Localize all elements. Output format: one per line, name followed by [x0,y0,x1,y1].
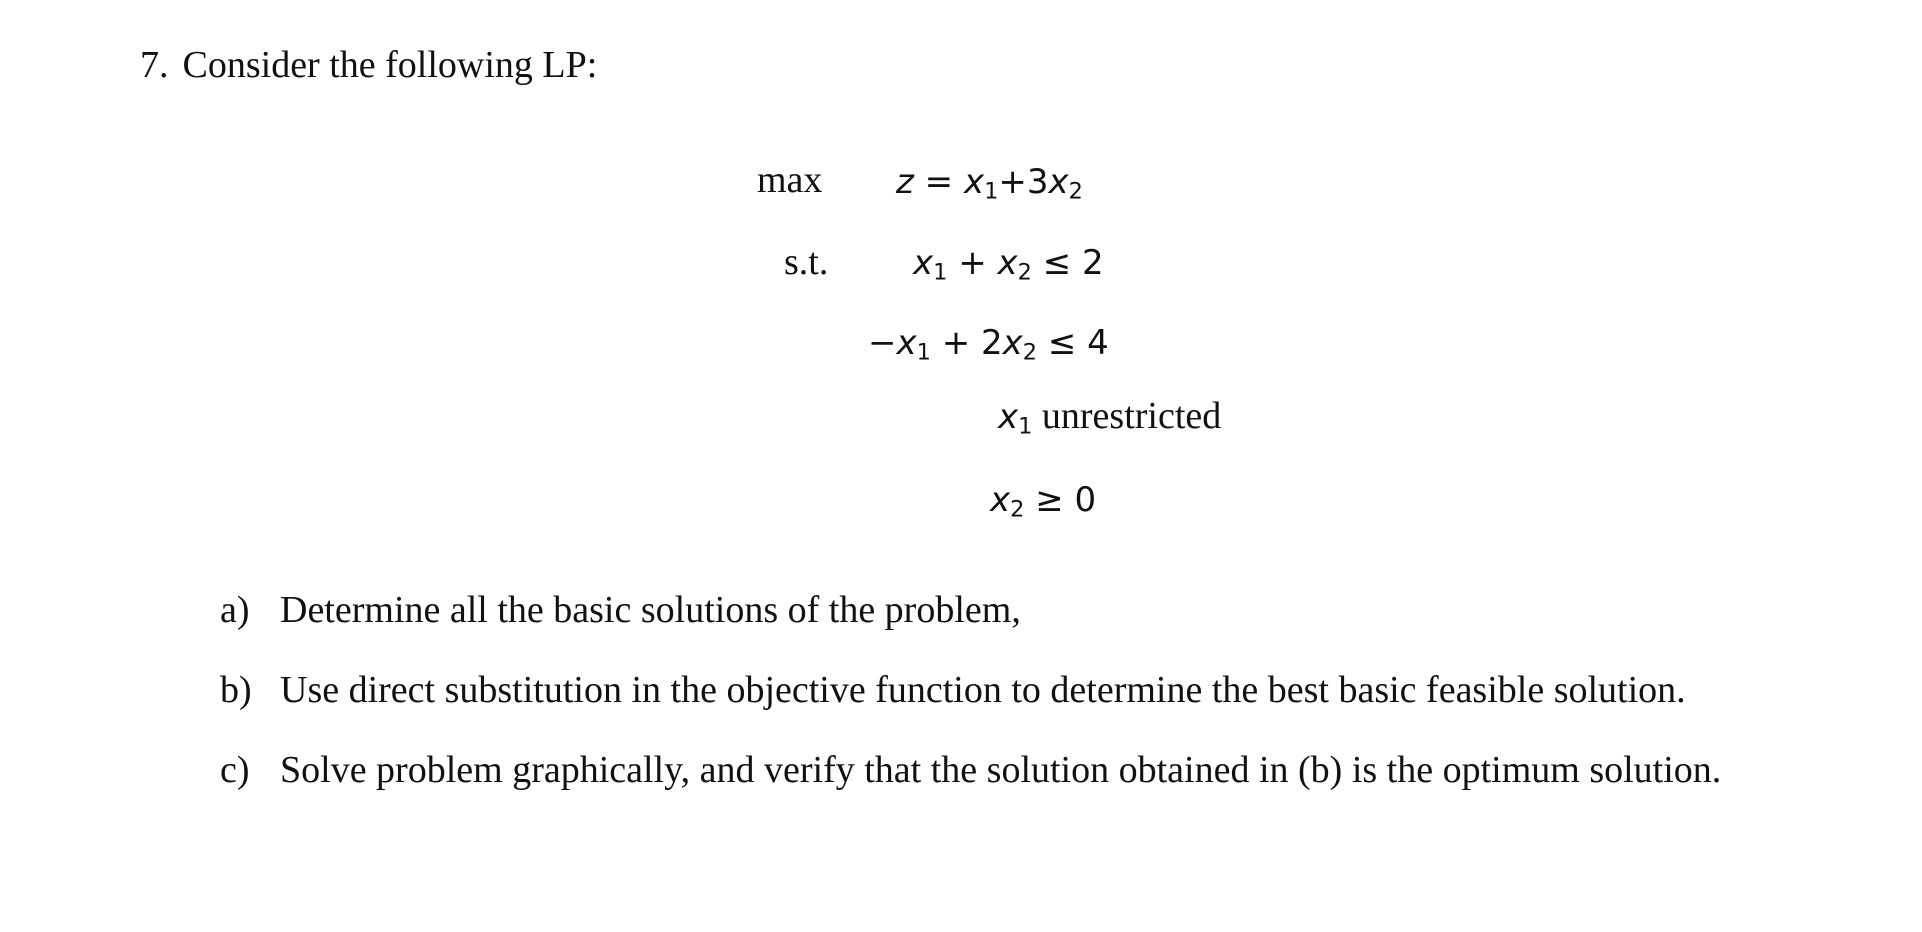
part-label: a) [220,589,250,631]
problem-title: Consider the following LP: [182,44,598,86]
part-label: c) [220,749,250,791]
objective-keyword: max [757,159,823,201]
part-text: Use direct substitution in the objective function to determine the best basic feasible solution. [280,669,1686,711]
constraint-3: $x_1$ unrestricted [998,395,1222,440]
subject-to-keyword: s.t. [784,241,829,283]
part-text: Determine all the basic solutions of the problem, [280,589,1021,631]
part-text: Solve problem graphically, and verify that the solution obtained in (b) is the optimum solution. [280,749,1722,791]
part-c [220,745,1840,796]
question-parts [220,585,1840,826]
objective-function: $z = x_1+3x_2$ [896,162,1083,205]
part-b [220,665,1840,715]
constraint-2: $-x_1 + 2x_2 \le 4$ [868,323,1109,366]
constraint-4: $x_2 \ge 0$ [990,480,1097,523]
problem-number: 7. [140,44,169,86]
part-label: b) [220,669,252,711]
part-a [220,585,1840,635]
constraint-1: $x_1 + x_2 \le 2$ [913,243,1104,286]
